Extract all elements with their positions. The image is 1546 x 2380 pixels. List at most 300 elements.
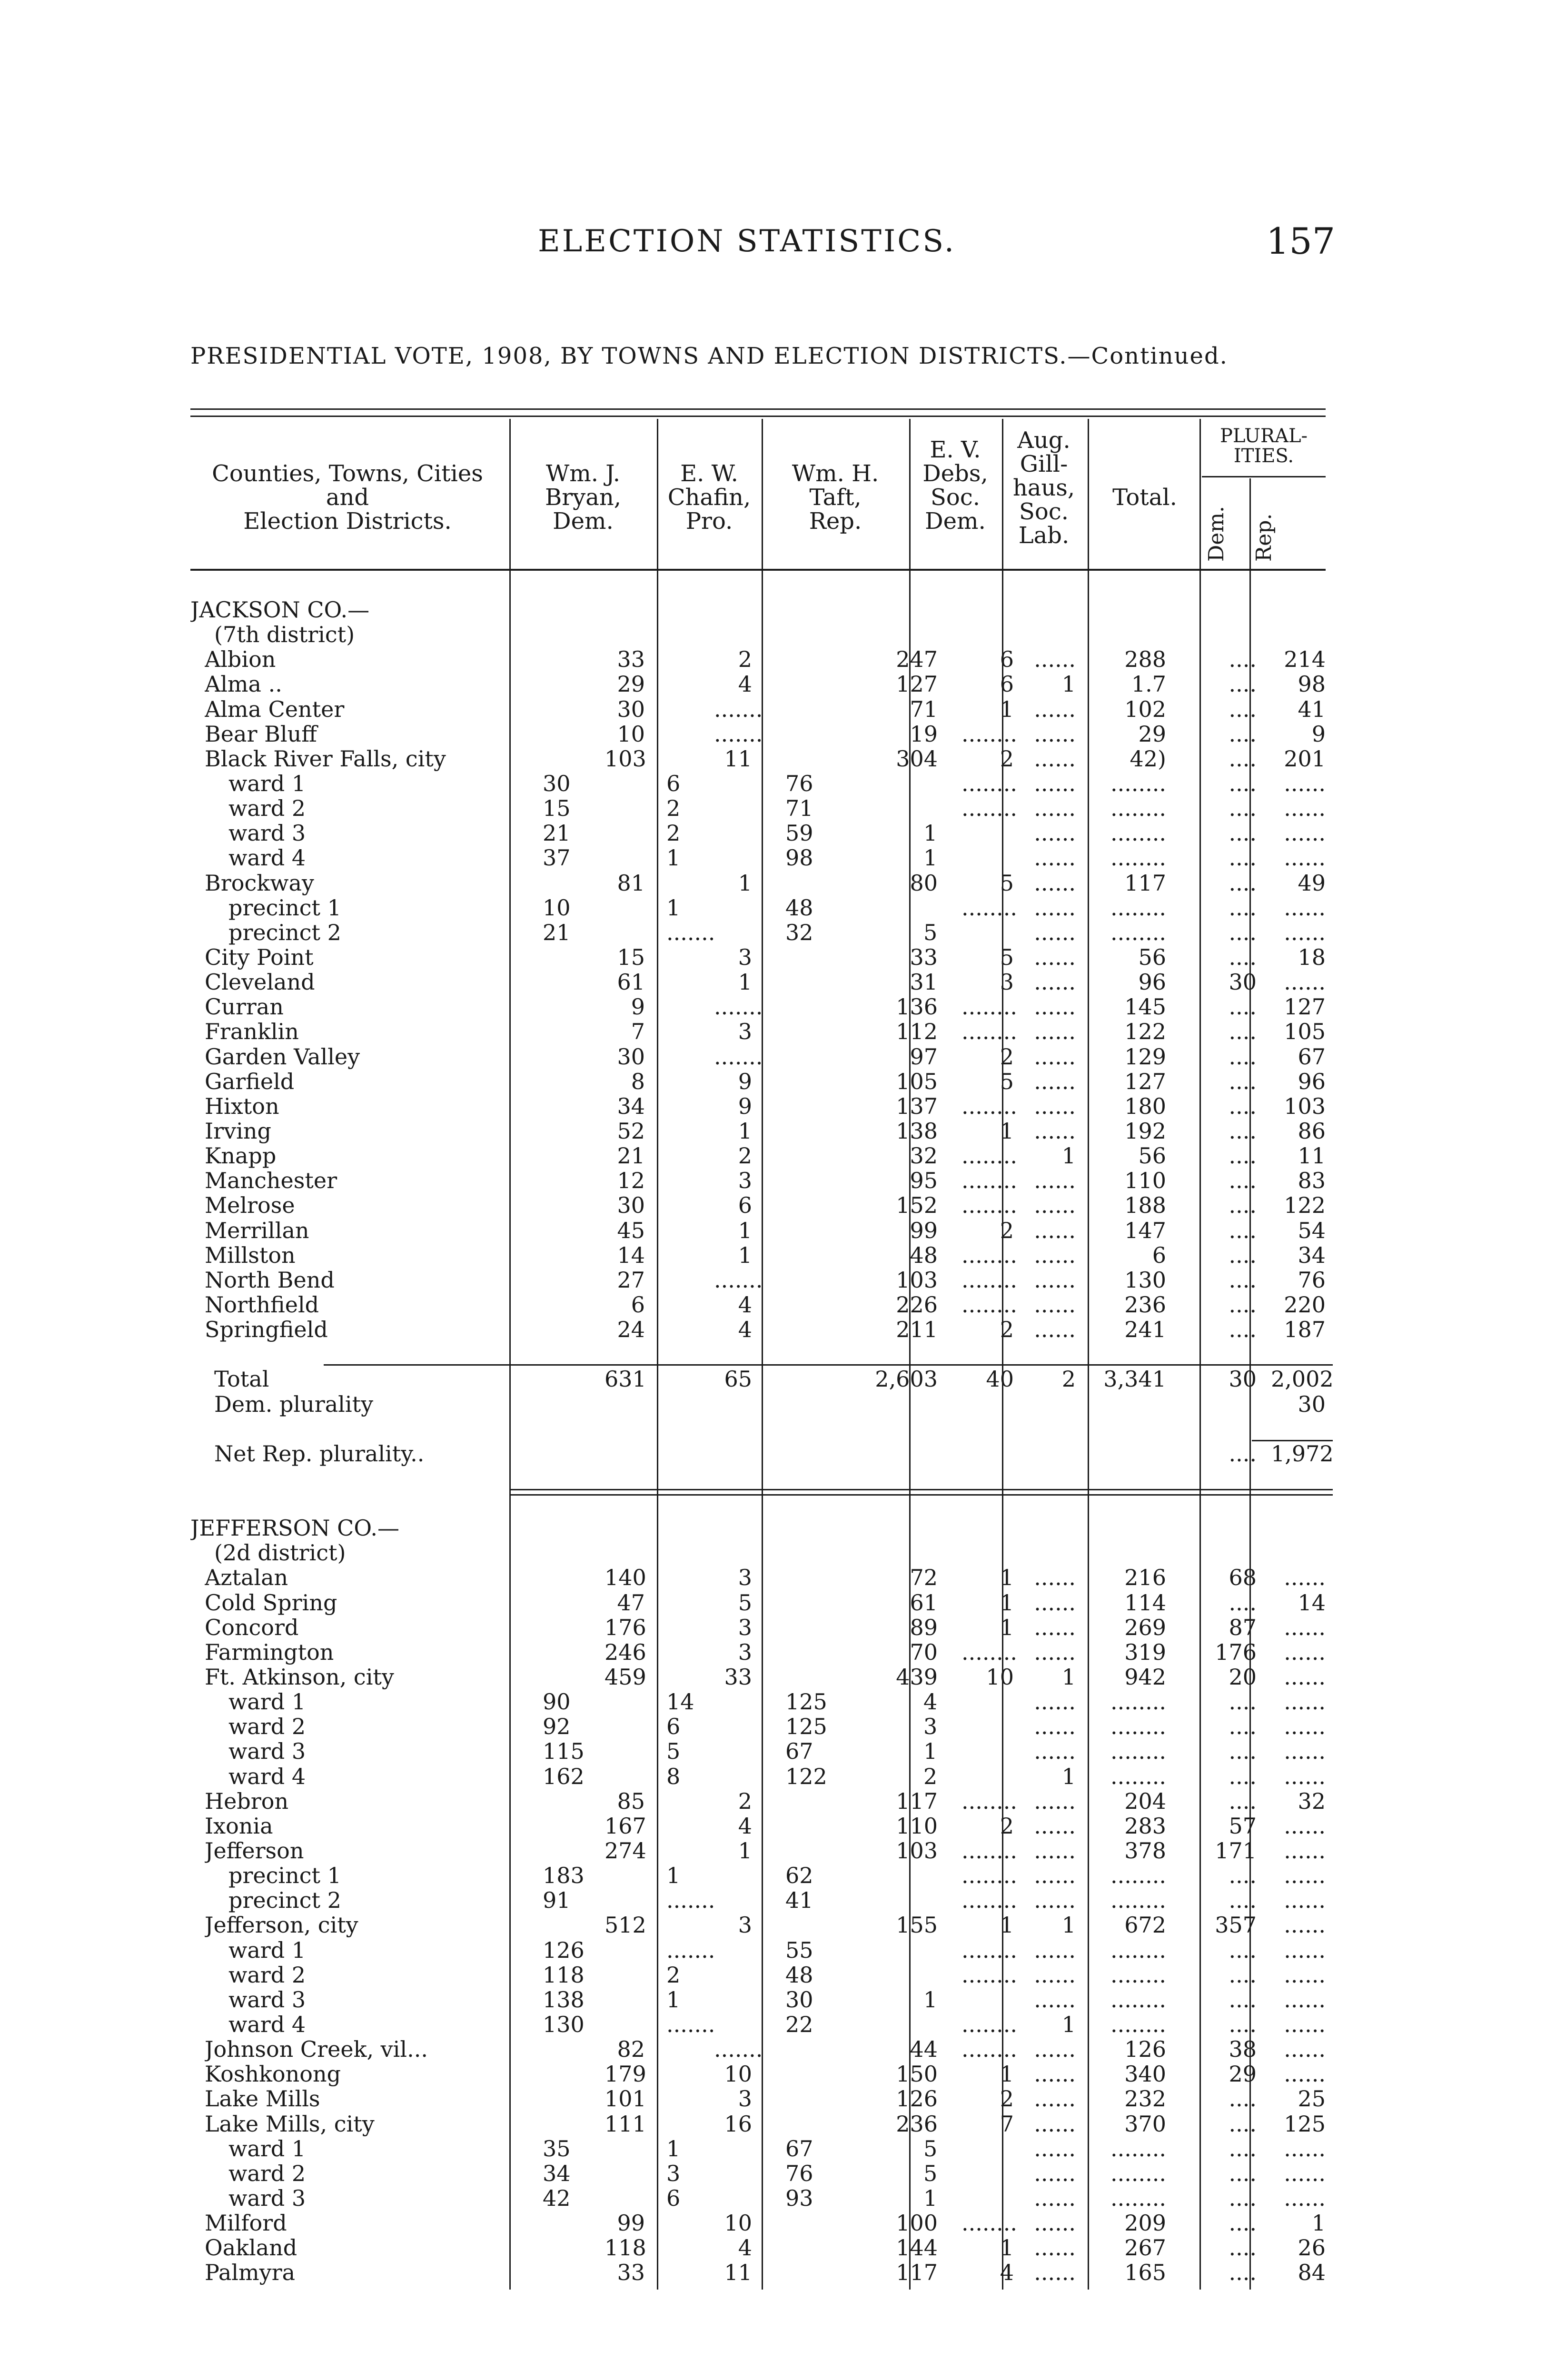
- table-row: [190, 1863, 1333, 1888]
- table-row: [190, 1590, 1333, 1615]
- header-bryan: [512, 462, 654, 533]
- row-cell: ....: [1229, 696, 1257, 722]
- header-gillhaus-line: haus,: [1012, 475, 1075, 501]
- row-cell: 176: [1215, 1639, 1257, 1665]
- table-row: [190, 845, 1333, 870]
- row-cell: 1: [738, 969, 752, 995]
- header-gillhaus-line: Lab.: [1018, 522, 1070, 549]
- row-cell: .......: [714, 2036, 763, 2063]
- row-cell: 220: [1284, 1291, 1326, 1318]
- row-cell: ......: [1034, 1043, 1076, 1070]
- row-cell: .......: [666, 2012, 715, 2038]
- row-cell: 1: [1000, 1614, 1014, 1640]
- row-cell: ......: [1284, 919, 1326, 945]
- row-cell: ........: [1110, 1738, 1166, 1765]
- row-cell: 48: [785, 894, 813, 921]
- row-cell: 942: [1124, 1664, 1166, 1690]
- row-cell: ........: [961, 1887, 1017, 1914]
- row-cell: 2: [1000, 1217, 1014, 1243]
- row-cell: ....: [1229, 2235, 1257, 2261]
- row-cell: ......: [1284, 2012, 1326, 2038]
- row-cell: 147: [1124, 1217, 1166, 1243]
- row-cell: 6: [1000, 646, 1014, 673]
- row-cell: 35: [543, 2135, 571, 2162]
- row-cell: 2: [738, 646, 752, 673]
- table-row: [190, 2037, 1333, 2062]
- row-cell: 370: [1124, 2111, 1166, 2137]
- row-cell: 1: [1000, 1118, 1014, 1144]
- row-cell: ......: [1284, 1937, 1326, 1963]
- header-bryan-line: Dem.: [553, 508, 614, 535]
- row-cell: 14: [666, 1689, 694, 1715]
- row-cell: 31: [910, 969, 938, 995]
- row-cell: 6: [666, 2185, 681, 2211]
- row-cell: 9: [738, 1068, 752, 1094]
- row-cell: 114: [1124, 1589, 1166, 1616]
- row-cell: ....: [1229, 919, 1257, 945]
- row-cell: .......: [714, 1043, 763, 1070]
- row-cell: ........: [961, 1093, 1017, 1119]
- header-debs-line: Debs,: [922, 460, 988, 487]
- row-place-name: Johnson Creek, vil...: [205, 2037, 428, 2062]
- row-cell: 1: [666, 2135, 681, 2162]
- row-cell: 179: [605, 2061, 646, 2087]
- row-cell: ........: [1110, 1863, 1166, 1889]
- row-cell: 340: [1124, 2061, 1166, 2087]
- row-cell: 4: [738, 671, 752, 697]
- row-cell: ......: [1034, 1291, 1076, 1318]
- row-cell: ........: [1110, 845, 1166, 871]
- row-place-name: ward 1: [228, 1689, 306, 1715]
- row-cell: 10: [543, 894, 571, 921]
- row-cell: 71: [785, 795, 813, 822]
- row-place-name: ward 1: [228, 771, 306, 796]
- table-row: [190, 647, 1333, 672]
- row-place-name: Ixonia: [205, 1813, 273, 1838]
- table-row: [190, 1441, 1333, 1466]
- row-cell: 176: [605, 1614, 646, 1640]
- row-cell: ........: [1110, 770, 1166, 796]
- table-row: [190, 1292, 1333, 1317]
- row-cell: ........: [1110, 2012, 1166, 2038]
- row-cell: ........: [961, 1937, 1017, 1963]
- row-place-name: Garfield: [205, 1069, 295, 1094]
- row-place-name: Milford: [205, 2211, 287, 2236]
- row-cell: 127: [1124, 1068, 1166, 1094]
- table-row: [190, 1143, 1333, 1168]
- table-row: [190, 1540, 1333, 1565]
- row-cell: ....: [1229, 1168, 1257, 1194]
- row-cell: 21: [617, 1143, 645, 1169]
- row-cell: 26: [1298, 2235, 1326, 2261]
- row-cell: 6: [631, 1291, 645, 1318]
- table-row: [190, 2161, 1333, 2186]
- header-gillhaus-line: Gill-: [1020, 451, 1068, 477]
- row-cell: 122: [1284, 1192, 1326, 1219]
- header-taft-line: Wm. H.: [792, 460, 879, 487]
- row-cell: 1: [666, 845, 681, 871]
- table-row: [190, 622, 1333, 647]
- header-bottom-rule: [190, 569, 1326, 571]
- row-cell: 41: [785, 1887, 813, 1914]
- row-cell: ....: [1229, 2086, 1257, 2112]
- row-cell: ....: [1229, 1192, 1257, 1219]
- row-cell: 126: [896, 2086, 938, 2112]
- table-row: [190, 1640, 1333, 1665]
- row-cell: ........: [1110, 919, 1166, 945]
- row-cell: 14: [617, 1242, 645, 1268]
- row-cell: 52: [617, 1118, 645, 1144]
- row-cell: ......: [1284, 2036, 1326, 2063]
- row-place-name: Albion: [205, 647, 276, 672]
- row-cell: ......: [1284, 1738, 1326, 1765]
- table-row: [190, 1938, 1333, 1963]
- header-debs: [910, 438, 1001, 533]
- table-row: [190, 1814, 1333, 1838]
- row-cell: 7: [1000, 2111, 1014, 2137]
- row-place-name: ward 4: [228, 845, 306, 871]
- row-cell: 129: [1124, 1043, 1166, 1070]
- row-cell: 98: [1298, 671, 1326, 697]
- row-cell: 33: [910, 944, 938, 970]
- row-cell: 103: [896, 1838, 938, 1864]
- table-row: [190, 1714, 1333, 1739]
- header-place: [186, 462, 509, 533]
- row-cell: 100: [896, 2210, 938, 2236]
- row-cell: ....: [1229, 1788, 1257, 1814]
- table-row: [190, 1218, 1333, 1243]
- header-gillhaus-line: Soc.: [1019, 498, 1069, 525]
- table-row: [190, 1987, 1333, 2012]
- row-cell: 1: [923, 845, 938, 871]
- row-cell: 56: [1138, 1143, 1166, 1169]
- header-taft-line: Taft,: [809, 484, 862, 511]
- table-row: [190, 1367, 1333, 1391]
- row-cell: 304: [896, 745, 938, 772]
- row-cell: 5: [1000, 870, 1014, 896]
- row-cell: ......: [1284, 1714, 1326, 1740]
- row-cell: ......: [1284, 1813, 1326, 1839]
- row-place-name: Cold Spring: [205, 1590, 337, 1615]
- row-cell: 1: [738, 870, 752, 896]
- row-cell: 30: [543, 770, 571, 796]
- row-cell: 138: [543, 1986, 585, 2013]
- row-cell: 115: [543, 1738, 585, 1765]
- row-cell: 76: [1298, 1267, 1326, 1293]
- row-place-name: Black River Falls, city: [205, 746, 446, 771]
- row-place-name: Curran: [205, 994, 284, 1020]
- row-cell: 29: [617, 671, 645, 697]
- row-cell: 125: [1284, 2111, 1326, 2137]
- row-cell: 95: [910, 1168, 938, 1194]
- row-cell: 2: [1061, 1366, 1076, 1392]
- row-cell: 3: [666, 2160, 681, 2186]
- row-cell: 144: [896, 2235, 938, 2261]
- row-cell: ......: [1034, 1887, 1076, 1914]
- row-place-name: (7th district): [214, 622, 355, 647]
- row-cell: ....: [1229, 1937, 1257, 1963]
- row-cell: 59: [785, 820, 813, 846]
- row-cell: 2: [1000, 745, 1014, 772]
- header-chafin-line: E. W.: [680, 460, 738, 487]
- row-cell: ......: [1034, 870, 1076, 896]
- row-cell: 162: [543, 1763, 585, 1789]
- row-cell: 103: [896, 1267, 938, 1293]
- header-debs-line: Soc.: [931, 484, 980, 511]
- row-cell: 2: [666, 820, 681, 846]
- header-taft: [764, 462, 907, 533]
- row-cell: 9: [1311, 721, 1326, 747]
- row-cell: 126: [1124, 2036, 1166, 2063]
- table-row: [190, 1516, 1333, 1540]
- row-cell: ......: [1034, 770, 1076, 796]
- row-cell: ........: [961, 1168, 1017, 1194]
- row-cell: ......: [1284, 845, 1326, 871]
- header-plural-rep: Rep.: [1252, 513, 1276, 562]
- row-cell: 96: [1138, 969, 1166, 995]
- row-cell: ......: [1034, 919, 1076, 945]
- row-cell: ........: [961, 770, 1017, 796]
- header-taft-line: Rep.: [809, 508, 862, 535]
- table-row: [190, 1789, 1333, 1814]
- row-cell: ....: [1229, 2012, 1257, 2038]
- row-cell: 1: [738, 1838, 752, 1864]
- row-cell: 30: [1229, 969, 1257, 995]
- row-place-name: precinct 1: [228, 1863, 341, 1888]
- row-cell: ........: [961, 894, 1017, 921]
- row-cell: ....: [1229, 820, 1257, 846]
- row-place-name: Millston: [205, 1242, 296, 1268]
- row-cell: 27: [617, 1267, 645, 1293]
- table-row: [190, 994, 1333, 1019]
- row-place-name: Hebron: [205, 1788, 289, 1814]
- row-cell: 3: [738, 1168, 752, 1194]
- row-place-name: Cleveland: [205, 970, 315, 995]
- row-cell: 6: [666, 1714, 681, 1740]
- row-cell: 1: [1061, 1912, 1076, 1938]
- row-place-name: ward 1: [228, 1937, 306, 1963]
- row-cell: 3: [738, 1614, 752, 1640]
- row-cell: 62: [785, 1863, 813, 1889]
- row-cell: 6: [666, 770, 681, 796]
- row-place-name: ward 2: [228, 2161, 306, 2186]
- row-cell: ......: [1034, 1838, 1076, 1864]
- row-cell: 140: [605, 1565, 646, 1591]
- row-cell: ....: [1229, 1242, 1257, 1268]
- row-cell: 20: [1229, 1664, 1257, 1690]
- row-cell: ......: [1034, 1714, 1076, 1740]
- header-pluralities-line: ITIES.: [1233, 445, 1294, 467]
- row-place-name: Alma Center: [205, 696, 345, 722]
- row-cell: 288: [1124, 646, 1166, 673]
- row-cell: 10: [617, 721, 645, 747]
- row-cell: ......: [1034, 894, 1076, 921]
- header-chafin-line: Chafin,: [667, 484, 751, 511]
- row-cell: 439: [896, 1664, 938, 1690]
- row-cell: 110: [1124, 1168, 1166, 1194]
- row-cell: .......: [666, 1937, 715, 1963]
- row-cell: 2: [1000, 1317, 1014, 1343]
- row-cell: 32: [910, 1143, 938, 1169]
- row-cell: 4: [1000, 2260, 1014, 2286]
- row-cell: ......: [1034, 1317, 1076, 1343]
- row-cell: 1: [923, 1986, 938, 2013]
- row-cell: 11: [1298, 1143, 1326, 1169]
- row-place-name: JACKSON CO.—: [190, 597, 370, 622]
- row-cell: 97: [910, 1043, 938, 1070]
- table-row: [190, 895, 1333, 920]
- row-place-name: precinct 2: [228, 920, 341, 945]
- row-cell: 1: [1061, 2012, 1076, 2038]
- table-row: [190, 1491, 1333, 1516]
- row-cell: 3: [738, 1912, 752, 1938]
- table-row: [190, 2012, 1333, 2037]
- row-cell: 183: [543, 1863, 585, 1889]
- row-cell: ....: [1229, 2135, 1257, 2162]
- row-cell: 30: [1298, 1391, 1326, 1417]
- row-cell: 30: [617, 696, 645, 722]
- row-cell: 226: [896, 1291, 938, 1318]
- table-row: [190, 1963, 1333, 1987]
- row-cell: ......: [1284, 2160, 1326, 2186]
- row-cell: ....: [1229, 1217, 1257, 1243]
- header-debs-line: E. V.: [930, 436, 981, 463]
- header-place-line: Election Districts.: [243, 508, 452, 535]
- row-cell: 232: [1124, 2086, 1166, 2112]
- row-cell: 1: [666, 1863, 681, 1889]
- row-cell: 122: [785, 1763, 827, 1789]
- row-place-name: Hixton: [205, 1093, 279, 1119]
- row-cell: ........: [1110, 1962, 1166, 1988]
- table-row: [190, 1689, 1333, 1714]
- table-row: [190, 1615, 1333, 1640]
- row-place-name: ward 3: [228, 2186, 306, 2211]
- row-place-name: Brockway: [205, 870, 314, 895]
- row-cell: 1: [1000, 1912, 1014, 1938]
- row-cell: 283: [1124, 1813, 1166, 1839]
- table-row: [190, 1069, 1333, 1094]
- row-cell: ....: [1229, 2210, 1257, 2236]
- row-cell: ......: [1034, 2260, 1076, 2286]
- table-row: [190, 1888, 1333, 1913]
- row-cell: 4: [738, 1291, 752, 1318]
- row-cell: ......: [1034, 1589, 1076, 1616]
- row-place-name: Merrillan: [205, 1218, 309, 1243]
- row-cell: ........: [1110, 2135, 1166, 2162]
- row-cell: ........: [1110, 1887, 1166, 1914]
- row-cell: 1: [1061, 1143, 1076, 1169]
- row-cell: 72: [910, 1565, 938, 1591]
- row-cell: 1: [1311, 2210, 1326, 2236]
- row-cell: 3: [738, 1565, 752, 1591]
- row-cell: 92: [543, 1714, 571, 1740]
- row-cell: 10: [724, 2210, 752, 2236]
- row-cell: 3: [923, 1714, 938, 1740]
- row-cell: 34: [617, 1093, 645, 1119]
- row-cell: 2: [666, 795, 681, 822]
- row-cell: 8: [666, 1763, 681, 1789]
- row-cell: ........: [961, 2210, 1017, 2236]
- table-row: [190, 1417, 1333, 1441]
- row-place-name: Alma ..: [205, 672, 282, 697]
- row-cell: ......: [1034, 1565, 1076, 1591]
- row-cell: 1: [1061, 671, 1076, 697]
- row-cell: 15: [543, 795, 571, 822]
- row-cell: 4: [738, 1813, 752, 1839]
- row-cell: 1: [738, 1242, 752, 1268]
- table-row: [190, 746, 1333, 771]
- row-cell: 118: [605, 2235, 646, 2261]
- row-cell: 216: [1124, 1565, 1166, 1591]
- row-cell: ......: [1034, 1962, 1076, 1988]
- row-place-name: Irving: [205, 1118, 271, 1143]
- row-cell: 274: [605, 1838, 646, 1864]
- row-cell: 44: [910, 2036, 938, 2063]
- row-cell: ........: [961, 1788, 1017, 1814]
- row-cell: 5: [923, 2135, 938, 2162]
- row-cell: ........: [1110, 2160, 1166, 2186]
- row-cell: ......: [1034, 2185, 1076, 2211]
- table-row: [190, 1466, 1333, 1491]
- row-cell: ........: [961, 2012, 1017, 2038]
- row-cell: ......: [1034, 1168, 1076, 1194]
- row-place-name: Oakland: [205, 2235, 297, 2261]
- row-cell: 67: [785, 2135, 813, 2162]
- row-place-name: precinct 2: [228, 1888, 341, 1913]
- row-cell: 6: [1000, 671, 1014, 697]
- row-cell: ....: [1229, 1714, 1257, 1740]
- row-cell: ........: [1110, 795, 1166, 822]
- row-cell: ......: [1034, 1019, 1076, 1045]
- row-cell: 5: [738, 1589, 752, 1616]
- row-cell: 34: [1298, 1242, 1326, 1268]
- row-cell: 56: [1138, 944, 1166, 970]
- row-cell: 165: [1124, 2260, 1166, 2286]
- row-cell: .......: [714, 696, 763, 722]
- row-cell: ....: [1229, 1291, 1257, 1318]
- row-cell: ....: [1229, 894, 1257, 921]
- row-cell: ......: [1034, 1217, 1076, 1243]
- row-cell: ......: [1284, 1887, 1326, 1914]
- row-cell: 130: [543, 2012, 585, 2038]
- row-cell: 1,972: [1271, 1440, 1334, 1467]
- row-cell: 37: [543, 845, 571, 871]
- table-row: [190, 1392, 1333, 1417]
- row-cell: 1: [1000, 2061, 1014, 2087]
- row-cell: ........: [1110, 2185, 1166, 2211]
- row-cell: 631: [605, 1366, 646, 1392]
- row-cell: 136: [896, 994, 938, 1020]
- row-cell: 91: [543, 1887, 571, 1914]
- row-cell: 4: [738, 2235, 752, 2261]
- row-place-name: ward 4: [228, 2012, 306, 2037]
- row-cell: ......: [1034, 1689, 1076, 1715]
- row-cell: ....: [1229, 2111, 1257, 2137]
- row-cell: ......: [1284, 1863, 1326, 1889]
- row-cell: 8: [631, 1068, 645, 1094]
- row-cell: 1: [1061, 1763, 1076, 1789]
- row-cell: ......: [1034, 820, 1076, 846]
- row-cell: 18: [1298, 944, 1326, 970]
- table-row: [190, 1168, 1333, 1193]
- row-cell: ......: [1284, 1689, 1326, 1715]
- row-cell: 110: [896, 1813, 938, 1839]
- row-cell: 99: [617, 2210, 645, 2236]
- row-cell: 3: [738, 944, 752, 970]
- table-row: [190, 821, 1333, 845]
- header-place-line: and: [326, 484, 369, 511]
- row-cell: ....: [1229, 2260, 1257, 2286]
